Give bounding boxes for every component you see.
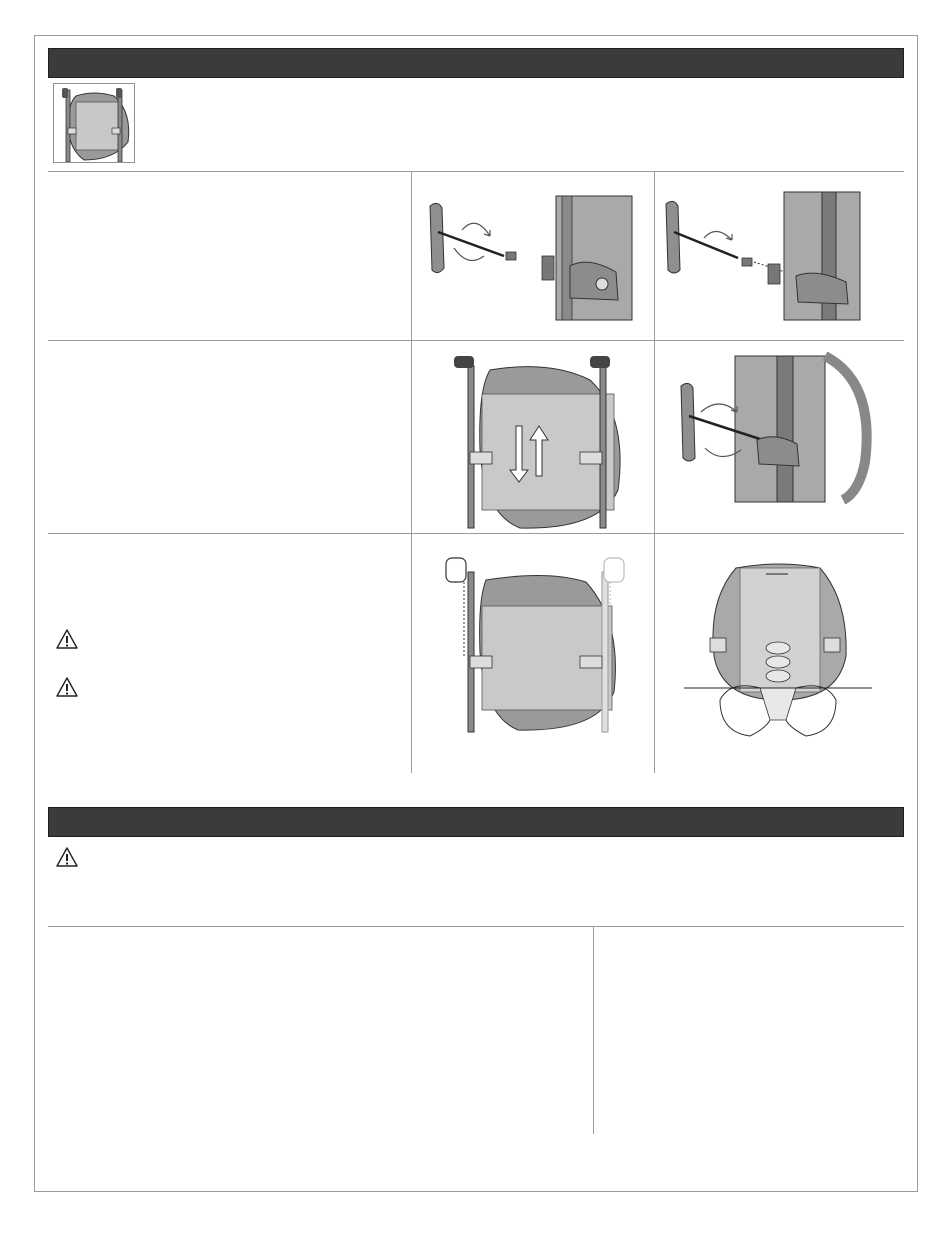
rule-col-1 bbox=[411, 171, 412, 773]
figure-insert-screw bbox=[660, 188, 870, 322]
figure-tighten-screw bbox=[675, 352, 875, 504]
rule-col-2 bbox=[654, 171, 655, 773]
rule-row-1-top bbox=[48, 171, 904, 172]
rule-row-2-top bbox=[48, 340, 904, 341]
figure-measure-height bbox=[438, 552, 634, 734]
rule-section-2-row bbox=[48, 926, 904, 927]
warning-triangle-icon bbox=[55, 676, 79, 698]
figure-pelvis-alignment bbox=[680, 560, 876, 744]
section-header-backrest-height bbox=[48, 48, 904, 78]
section-header-backrest-angle bbox=[48, 807, 904, 837]
warning-triangle-icon bbox=[55, 846, 79, 868]
rule-row-3-top bbox=[48, 533, 904, 534]
backrest-thumbnail-icon bbox=[53, 83, 135, 163]
warning-triangle-icon bbox=[55, 628, 79, 650]
figure-slide-backrest bbox=[440, 350, 640, 530]
figure-remove-screw bbox=[420, 192, 640, 322]
rule-section-2-col bbox=[593, 926, 594, 1134]
